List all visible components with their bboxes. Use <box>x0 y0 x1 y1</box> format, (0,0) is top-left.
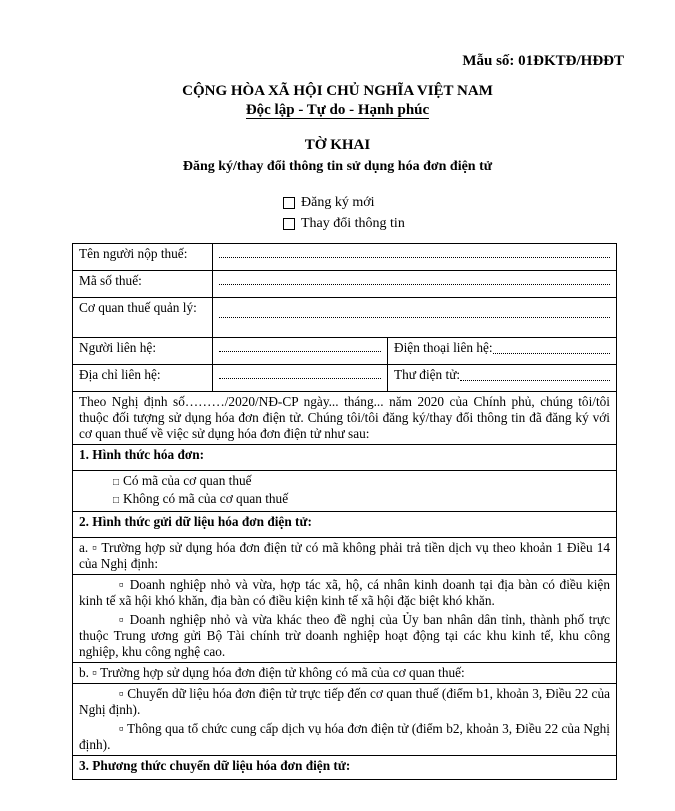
country-name: CỘNG HÒA XÃ HỘI CHỦ NGHĨA VIỆT NAM <box>182 83 493 99</box>
contact-person-label: Người liên hệ: <box>73 338 213 365</box>
phone-label: Điện thoại liên hệ: <box>394 340 493 355</box>
register-new-option[interactable] <box>283 195 375 211</box>
section2-b-options <box>73 684 617 756</box>
option-with-code[interactable] <box>113 473 610 491</box>
change-info-option[interactable] <box>283 216 405 232</box>
tax-authority-label: Cơ quan thuế quản lý: <box>73 298 213 338</box>
tax-code-field[interactable] <box>213 271 617 298</box>
checkbox-with-code[interactable]: □ <box>113 477 120 488</box>
section1-options <box>73 471 617 512</box>
option-without-code-label: Không có mã của cơ quan thuế <box>123 491 289 506</box>
address-field[interactable] <box>213 365 388 392</box>
contact-person-field[interactable] <box>213 338 388 365</box>
checkbox-change-info[interactable] <box>283 218 295 230</box>
registration-form <box>72 243 617 780</box>
section2-a: a. ▫ Trường hợp sử dụng hóa đơn điện tử có mã không phải trả tiền dịch vụ theo khoản 1 Điều 14 của Nghị định: <box>73 538 617 575</box>
document-subtitle: Đăng ký/thay đổi thông tin sử dụng hóa đơn điện tử <box>182 159 493 174</box>
option-without-code[interactable] <box>113 491 610 509</box>
section2-a2: ▫ Doanh nghiệp nhỏ và vừa khác theo đề nghị của Ủy ban nhân dân tỉnh, thành phố trực thuộc Trung ương gửi Bộ Tài chính trừ doanh nghiệp hoạt động tại các khu kinh tế, khu công nghiệp, khu công nghệ cao. <box>79 612 610 659</box>
intro-paragraph: Theo Nghị định số………/2020/NĐ-CP ngày... tháng... năm 2020 của Chính phủ, chúng tôi/tôi thuộc đối tượng sử dụng hóa đơn điện tử. Chúng tôi/tôi đăng ký/thay đổi thông tin đã đăng ký với cơ quan thuế về việc sử dụng hóa đơn điện tử như sau: <box>73 392 617 445</box>
tax-authority-field[interactable] <box>213 298 617 338</box>
section2-b: b. ▫ Trường hợp sử dụng hóa đơn điện tử không có mã của cơ quan thuế: <box>73 663 617 684</box>
email-cell[interactable] <box>388 365 617 392</box>
section3-title: 3. Phương thức chuyển dữ liệu hóa đơn điện tử: <box>73 756 617 780</box>
option-with-code-label: Có mã của cơ quan thuế <box>123 473 252 488</box>
phone-cell[interactable] <box>388 338 617 365</box>
checkbox-register-new[interactable] <box>283 197 295 209</box>
change-info-label: Thay đổi thông tin <box>301 216 405 231</box>
register-new-label: Đăng ký mới <box>301 195 375 210</box>
section2-b2: ▫ Thông qua tổ chức cung cấp dịch vụ hóa đơn điện tử (điểm b2, khoản 3, Điều 22 của Nghị định). <box>79 721 610 752</box>
section2-title: 2. Hình thức gửi dữ liệu hóa đơn điện tử: <box>73 512 617 538</box>
document-title: TỜ KHAI <box>304 137 371 153</box>
checkbox-without-code[interactable]: □ <box>113 495 120 506</box>
email-label: Thư điện tử: <box>394 367 461 382</box>
taxpayer-name-label: Tên người nộp thuế: <box>73 244 213 271</box>
taxpayer-name-field[interactable] <box>213 244 617 271</box>
section1-title: 1. Hình thức hóa đơn: <box>73 445 617 471</box>
form-code: Mẫu số: 01ĐKTĐ/HĐĐT <box>462 53 624 69</box>
section2-a1: ▫ Doanh nghiệp nhỏ và vừa, hợp tác xã, hộ, cá nhân kinh doanh tại địa bàn có điều kiện kinh tế xã hội khó khăn, địa bàn có điều kiện kinh tế xã hội đặc biệt khó khăn. <box>79 577 610 608</box>
section2-b1: ▫ Chuyển dữ liệu hóa đơn điện tử trực tiếp đến cơ quan thuế (điểm b1, khoản 3, Điều 22 của Nghị định). <box>79 686 610 717</box>
tax-code-label: Mã số thuế: <box>73 271 213 298</box>
address-label: Địa chỉ liên hệ: <box>73 365 213 392</box>
motto-text: Độc lập - Tự do - Hạnh phúc <box>245 102 430 118</box>
section2-a-options <box>73 575 617 663</box>
motto <box>0 102 675 119</box>
